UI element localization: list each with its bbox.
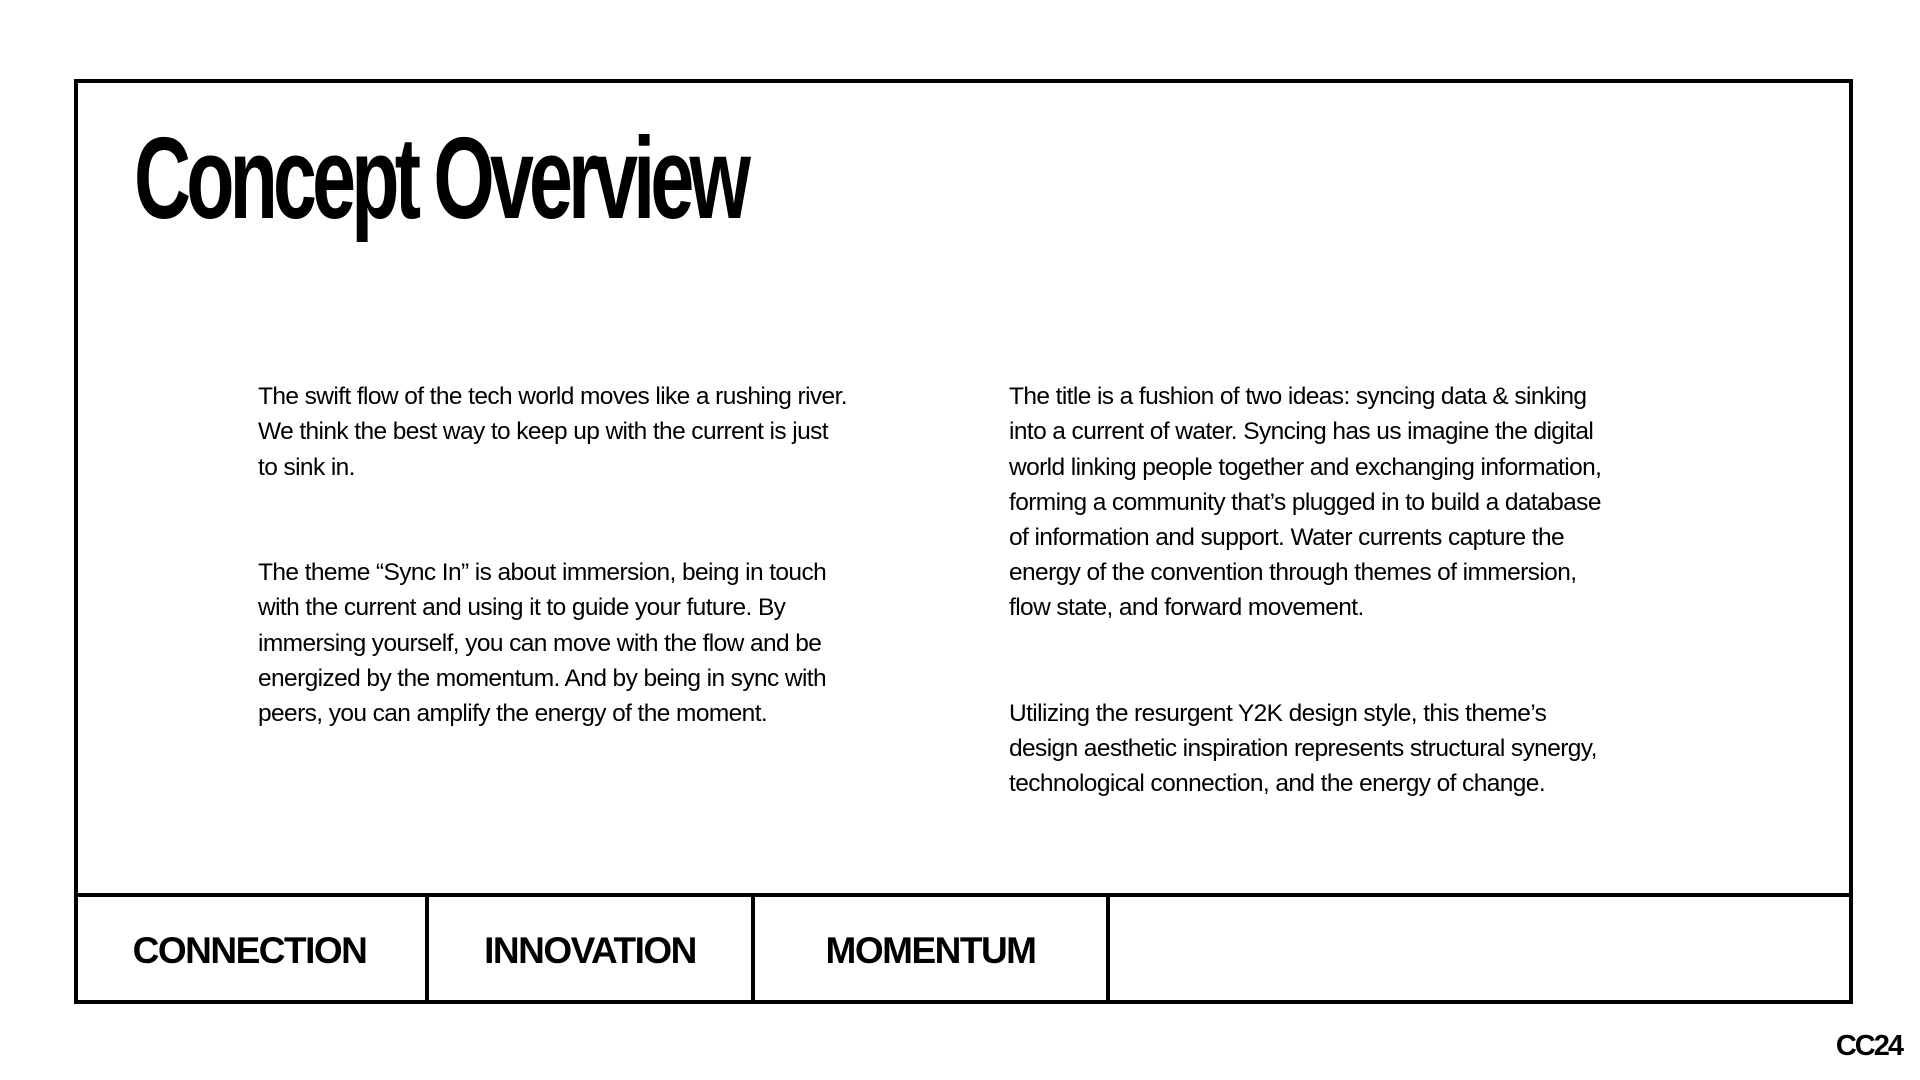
- keyword-bar: [74, 893, 1853, 1004]
- right-paragraph-2: Utilizing the resurgent Y2K design style, this theme’s design aesthetic inspiration represents structural synergy, technological connection, and the energy of change.: [1009, 700, 1597, 798]
- right-paragraph-1: The title is a fushion of two ideas: syncing data & sinking into a current of water. Syncing has us imagine the digital world linking people together and exchanging information, forming a community that’s plugged in to build a database of information and support. Water currents capture the energy of the convention through themes of immersion, flow state, and forward movement.: [1009, 383, 1602, 622]
- right-text-column: [1009, 344, 1709, 872]
- left-text-column: [258, 344, 918, 802]
- brand-mark: CC24: [1835, 1030, 1902, 1062]
- slide-title: Concept Overview: [134, 113, 747, 243]
- keyword-connection: CONNECTION: [74, 897, 429, 1004]
- keyword-momentum: MOMENTUM: [755, 897, 1110, 1004]
- keyword-empty-cell: [1110, 897, 1853, 1004]
- left-paragraph-2: The theme “Sync In” is about immersion, being in touch with the current and using it to guide your future. By immersing yourself, you can move with the flow and be energized by the momentum. And by being in sync with peers, you can amplify the energy of the moment.: [258, 559, 827, 728]
- keyword-innovation: INNOVATION: [429, 897, 755, 1004]
- left-paragraph-1: The swift flow of the tech world moves like a rushing river. We think the best way to keep up with the current is just to sink in.: [258, 383, 848, 481]
